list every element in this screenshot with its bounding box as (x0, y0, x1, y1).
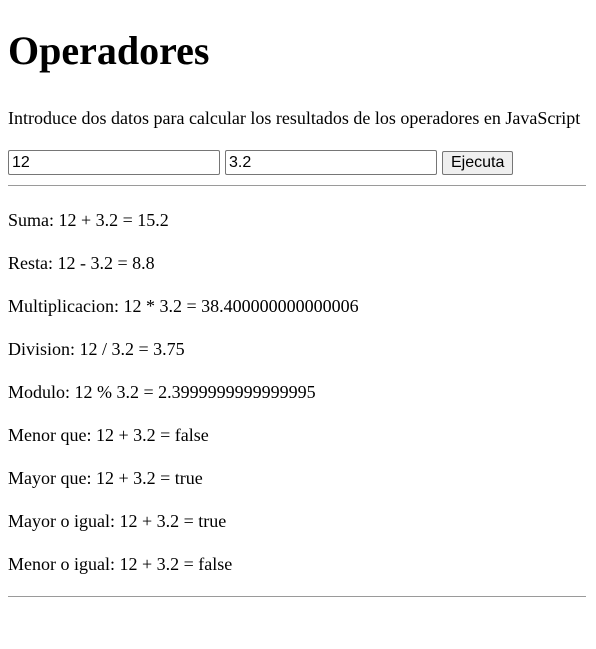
result-subtraction: Resta: 12 - 3.2 = 8.8 (8, 253, 155, 273)
result-multiplication: Multiplicacion: 12 * 3.2 = 38.400000000000006 (8, 296, 359, 316)
bottom-divider (8, 596, 586, 597)
page-title: Operadores (8, 28, 210, 73)
result-less-than: Menor que: 12 + 3.2 = false (8, 425, 209, 445)
top-divider (8, 185, 586, 186)
result-less-or-equal: Menor o igual: 12 + 3.2 = false (8, 554, 233, 574)
result-division: Division: 12 / 3.2 = 3.75 (8, 339, 185, 359)
result-sum: Suma: 12 + 3.2 = 15.2 (8, 210, 169, 230)
intro-text: Introduce dos datos para calcular los resultados de los operadores en JavaScript (8, 108, 581, 128)
results-list (8, 209, 588, 596)
execute-button[interactable]: Ejecuta (442, 151, 513, 175)
second-operand-input[interactable] (225, 150, 437, 175)
first-operand-input[interactable] (8, 150, 220, 175)
operand-form (8, 150, 588, 175)
result-modulo: Modulo: 12 % 3.2 = 2.3999999999999995 (8, 382, 316, 402)
result-greater-or-equal: Mayor o igual: 12 + 3.2 = true (8, 511, 227, 531)
result-greater-than: Mayor que: 12 + 3.2 = true (8, 468, 203, 488)
